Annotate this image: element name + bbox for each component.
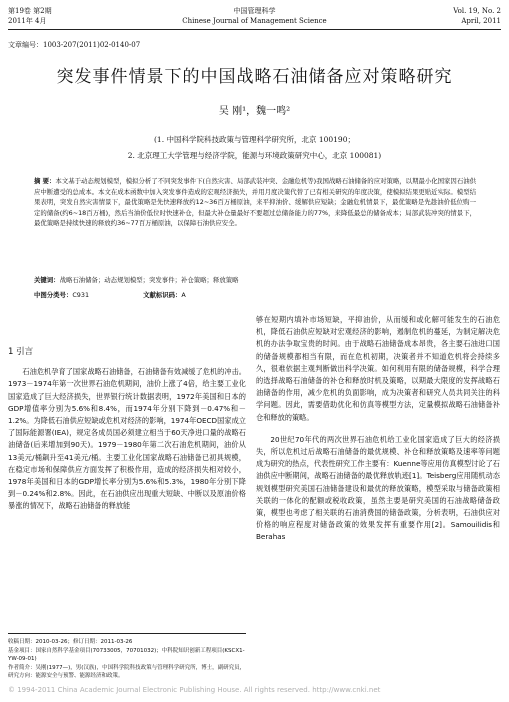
abstract [34, 176, 476, 229]
running-header [8, 4, 501, 30]
right-column [256, 314, 500, 544]
header-date: 2011年 4月 [8, 17, 47, 25]
clc-code [34, 291, 115, 299]
abstract-text: 本文基于动态规划模型，模拟分析了不同突发事件下(自然灾害、局部武装冲突、金融危机等)我国战略石油储备的应对策略，以期最小化国家因石油供应中断遭受的总成本。本文在成本函数中加入突发事件造成的宏观经济损失，并用月度决策代替了已有相关研究的年度决策，使模拟结果更贴近实际。模型结果表明，突发自然灾害情景下，最优策略是先快速释放约12~36百万桶原油，来平抑油价、缓解供应短缺；金融危机情景下，最优策略是先趁油价低位购一定的储备(约6~18百万桶)，然后当油价低位时快速补仓，但最大补仓量最好不要超过总储备能力的77%，来降低最总的储备成本；局部武装冲突的情景下，最优策略是持续快速的释放约36~77百万桶原油，以保障石油供应安全。 [34, 177, 477, 228]
clc-value: C931 [72, 291, 90, 299]
paper-authors: 吴 刚¹，魏一鸣² [218, 106, 291, 117]
header-volume-en [453, 6, 501, 26]
keywords-text: 战略石油储备；动态规划模型；突发事件；补仓策略；释放策略 [59, 276, 239, 284]
left-column [8, 346, 246, 513]
article-number: 文章编号：1003-207(2011)02-0140-07 [8, 41, 141, 49]
affiliation-2: 2. 北京理工大学管理与经济学院，能源与环境政策研究中心，北京 100081) [127, 151, 382, 160]
header-volume [8, 6, 52, 26]
doc-label: 文献标识码： [143, 291, 182, 299]
clc-label: 中图分类号： [34, 291, 73, 299]
doc-code [143, 291, 212, 299]
header-vol-no: Vol. 19, No. 2 [453, 7, 501, 15]
affiliation-1: (1. 中国科学院科技政策与管理科学研究所，北京 100190； [154, 135, 355, 144]
abstract-label: 摘 要： [34, 177, 56, 185]
header-journal [148, 6, 361, 26]
footnote-received: 收稿日期：2010-03-26；修订日期：2011-03-26 [8, 639, 133, 645]
header-volume-issue: 第19卷 第2期 [8, 7, 52, 15]
paper-title: 突发事件情景下的中国战略石油储备应对策略研究 [56, 67, 453, 87]
keywords [34, 275, 476, 284]
journal-name-cn: 中国管理科学 [233, 7, 276, 15]
section-heading: 1 引言 [8, 347, 34, 357]
intro-paragraph-2: 20世纪70年代的两次世界石油危机给工业化国家造成了巨大的经济损失，所以危机过后战略石油储备的最优规模、补仓和释放策略及速率等问题成为研究的热点，代表性研究工作主要有：Kuenne等应用仿真模型讨论了石油供应中断期间，战略石油储备的最优释放轨迹[1]。Teisberg应用随机动态规划模型研究美国石油储备建设和最优的释放策略，模型采取与储备政策相关联的一体化的配额或税收政策，虽然主要是研究美国的石油战略储备政策，模型也考虑了相关联的石油消费国的储备政策，分析表明，石油供应对价格的响应程度对储备政策的效果发挥有重要作用[2]。Samouilidis和Berahas [256, 434, 500, 542]
header-rule [8, 29, 501, 30]
journal-name-en: Chinese Journal of Management Science [182, 17, 327, 25]
copyright-watermark: © 1994-2011 China Academic Journal Electronic Publishing House. All rights reserved. http://www.cnki.net [8, 686, 381, 694]
intro-paragraph-1: 石油危机孕育了国家战略石油储备，石油储备有效减缓了危机的冲击。1973－1974年第一次世界石油危机期间，油价上涨了4倍，给主要工业化国家造成了巨大经济损失，世界银行统计数据表明，1972年美国和日本的GDP增值率分别为5.6%和8.4%，而1974年分别下降到－0.47%和－1.2%。为降低石油供应短缺或危机对经济的影响，1974年OECD国家成立了国际能源署(IEA)，规定各成员国必须建立相当于60天净进口量的战略石油储备(后来增加到90天)。1979－1980年第二次石油危机期间，油价从13美元/桶飙升至41美元/桶。主要工业化国家战略石油储备已初具规模，在稳定市场和保障供应方面发挥了积极作用，造成的经济损失相对较小，1978年美国和日本的GDP增长率分别为5.6%和5.3%，1980年分别下降到－0.24%和2.8%。因此，在石油供应出现重大短缺、中断以及原油价格暴涨的情况下，战略石油储备的释放能 [8, 367, 246, 511]
header-month-year: April, 2011 [461, 17, 501, 25]
footnote-funding: 基金项目：国家自然科学基金项目(70733005，70701032)；中科院知识创新工程项目(KSCX1-YW-09-01) [8, 647, 245, 663]
footnote-author-bio: 作者简介：吴刚(1977—)，男(汉族)，中国科学院科技政策与管理科学研究所，博士，副研究员，研究方向：能源安全与预警、能源经济和政策。 [8, 664, 246, 680]
doc-value: A [181, 291, 186, 299]
footnote [8, 633, 246, 681]
intro-paragraph-1-cont: 够在短期内填补市场短缺，平抑油价，从而缓和或化解可能发生的石油危机，降低石油供应短缺对宏观经济的影响，遏制危机的蔓延，为制定解决危机的办法争取宝贵的时间。由于战略石油储备成本昂贵，各主要石油进口国的储备规模都相当有限，而在危机初期，决策者并不知道危机将会持续多久，很难依据主观判断做出科学决策。如何利用有限的储备规模，科学合理的选择战略石油储备的补仓和释放时机及策略，以期最大限度的发挥战略石油储备的作用，减少危机的负面影响，成为决策者和研究人员共同关注的科学问题。因此，需要借助优化和仿真等模型方法，定量模拟战略石油储备补仓和释放的策略。 [256, 315, 500, 422]
classification [34, 290, 476, 299]
keywords-label: 关键词： [34, 276, 60, 284]
